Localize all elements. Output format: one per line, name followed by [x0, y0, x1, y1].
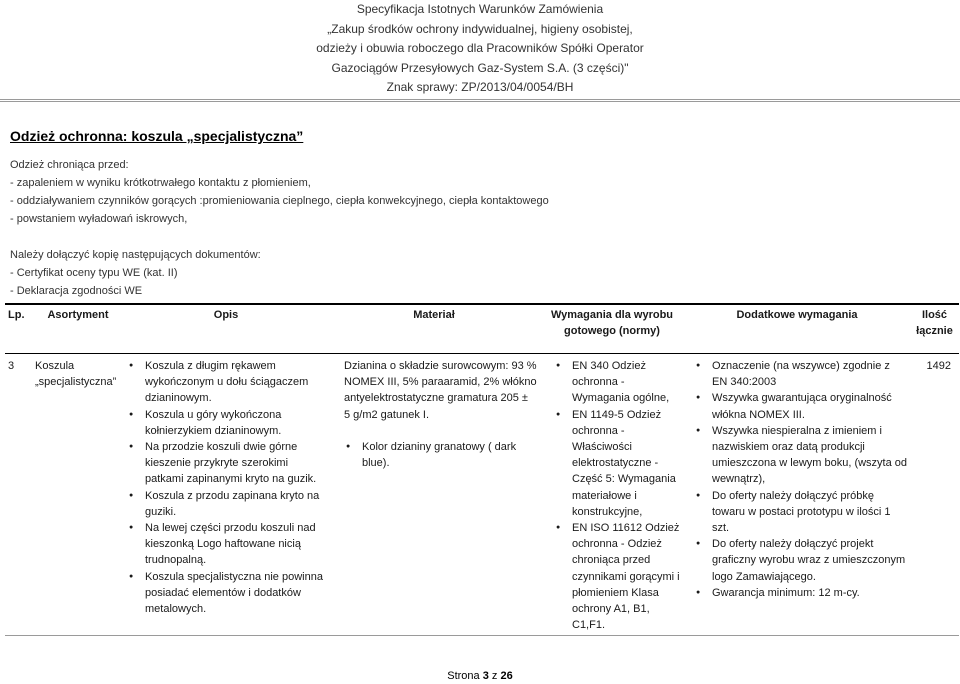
list-item: ● Koszula z długim rękawem wykończonym u dołu ściągaczem dzianinowym. — [145, 358, 325, 407]
cell-ilosc: 1492 — [926, 360, 951, 372]
list-item: ● EN ISO 11612 Odzież ochronna - Odzież chroniąca przed czynnikami gorącymi i płomieniem Klasa ochrony A1, B1, C1,F1. — [572, 520, 681, 633]
intro-line: - powstaniem wyładowań iskrowych, — [10, 213, 188, 225]
intro-line: - Certyfikat oceny typu WE (kat. II) — [10, 267, 178, 279]
footer-prefix: Strona — [447, 670, 480, 682]
table-row — [5, 354, 959, 634]
header-wymagania: Wymagania dla wyrobu gotowego (normy) — [540, 304, 684, 354]
list-item: ● Koszula z przodu zapinana kryto na guziki. — [145, 488, 325, 520]
list-item: ● Gwarancja minimum: 12 m-cy. — [712, 585, 907, 601]
header-opis: Opis — [124, 304, 328, 354]
list-item: ● Wszywka gwarantująca oryginalność włókna NOMEX III. — [712, 390, 907, 422]
list-item: ● Na lewej części przodu koszuli nad kieszonką Logo haftowane nicią trudnopalną. — [145, 520, 325, 569]
footer-sep: z — [491, 670, 498, 682]
header-divider — [0, 99, 960, 100]
list-item: ● Wszywka niespieralna z imieniem i nazwiskiem oraz datą produkcji umieszczona w lewym boku, (wszyta od wewnątrz), — [712, 423, 907, 488]
cell-wymagania — [540, 354, 684, 634]
list-item: ● Kolor dzianiny granatowy ( dark blue). — [362, 439, 537, 471]
specification-table — [5, 303, 959, 633]
opis-list — [127, 358, 325, 617]
wymagania-list — [554, 358, 681, 633]
list-item: ● Do oferty należy dołączyć próbkę towaru w postaci prototypu w ilości 1 szt. — [712, 488, 907, 537]
cell-material — [328, 354, 540, 634]
list-item: ● Oznaczenie (na wszywce) zgodnie z EN 340:2003 — [712, 358, 907, 390]
intro-line: Należy dołączyć kopię następujących dokumentów: — [10, 249, 261, 261]
header-line-4: Gazociągów Przesyłowych Gaz-System S.A. (3 części)" — [331, 60, 629, 75]
cell-opis — [124, 354, 328, 634]
list-item: ● Na przodzie koszuli dwie górne kieszenie przykryte szerokimi patkami zapinanymi kryto na guzik. — [145, 439, 325, 488]
list-item: ● EN 340 Odzież ochronna - Wymagania ogólne, — [572, 358, 681, 407]
material-list — [344, 439, 537, 471]
intro-line: - oddziaływaniem czynników gorących :promieniowania cieplnego, ciepła konwekcyjnego, ciepła kontaktowego — [10, 195, 549, 207]
header-material: Materiał — [328, 304, 540, 354]
header-asortyment: Asortyment — [32, 304, 124, 354]
header-line-2: „Zakup środków ochrony indywidualnej, higieny osobistej, — [327, 21, 633, 36]
cell-dodatkowe — [684, 354, 910, 634]
list-item: ● Koszula u góry wykończona kołnierzykiem dzianinowym. — [145, 407, 325, 439]
list-item: ● Do oferty należy dołączyć projekt graficzny wyrobu wraz z umieszczonym logo Zamawiającego. — [712, 536, 907, 585]
header-line-5: Znak sprawy: ZP/2013/04/0054/BH — [386, 80, 574, 94]
footer-total: 26 — [500, 670, 513, 682]
header-ilosc: Ilość łącznie — [910, 304, 959, 354]
footer-page: 3 — [482, 670, 489, 682]
intro-line: - zapaleniem w wyniku krótkotrwałego kontaktu z płomieniem, — [10, 177, 311, 189]
table-bottom-rule — [5, 635, 959, 636]
intro-line: Odzież chroniąca przed: — [10, 159, 129, 171]
section-title: Odzież ochronna: koszula „specjalistyczna” — [10, 128, 304, 144]
dodatkowe-list — [694, 358, 907, 601]
cell-lp: 3 — [8, 360, 15, 372]
intro-text — [10, 156, 549, 300]
list-item: ● Koszula specjalistyczna nie powinna posiadać elementów i dodatków metalowych. — [145, 569, 325, 618]
header-line-3: odzieży i obuwia roboczego dla Pracowników Spółki Operator — [316, 41, 644, 55]
header-dodatkowe: Dodatkowe wymagania — [684, 304, 910, 354]
list-item: ● EN 1149-5 Odzież ochronna - Właściwości elektrostatyczne - Część 5: Wymagania materiałowe i konstrukcyjne, — [572, 407, 681, 520]
header-divider-2 — [0, 101, 960, 102]
intro-gap — [10, 228, 549, 246]
table-header-row — [5, 304, 959, 354]
header-line-1: Specyfikacja Istotnych Warunków Zamówienia — [356, 2, 604, 16]
document-header — [0, 0, 960, 98]
page-footer — [0, 670, 960, 682]
header-lp: Lp. — [5, 304, 32, 354]
intro-line: - Deklaracja zgodności WE — [10, 285, 143, 297]
cell-asortyment: Koszula „specjalistyczna” — [35, 360, 117, 389]
material-text: Dzianina o składzie surowcowym: 93 % NOMEX III, 5% paraaramid, 2% włókno antyelektrostatyczne gramatura 205 ± 5 g/m2 gatunek I. — [344, 360, 537, 421]
